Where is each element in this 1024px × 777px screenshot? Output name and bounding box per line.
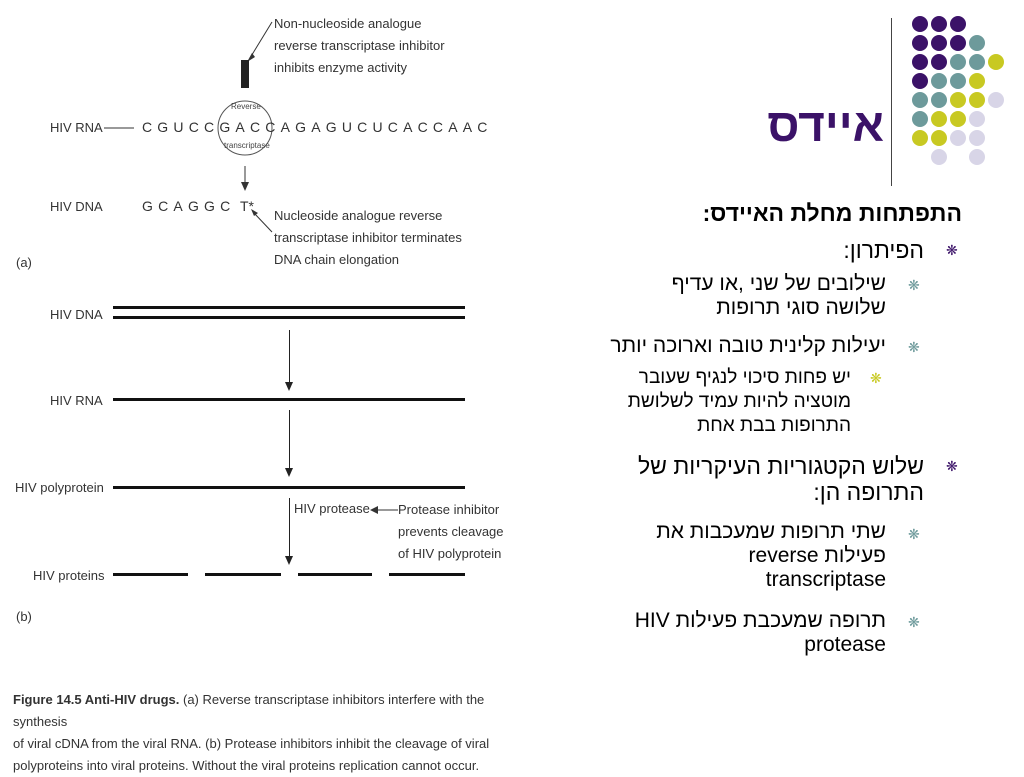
caption-text: (a) Reverse transcriptase inhibitors interfere with the synthesis: [13, 692, 485, 729]
dot-icon: [950, 54, 966, 70]
dot-icon: [950, 35, 966, 51]
dot-icon: [969, 149, 985, 165]
item-line: התרופה הן:: [813, 479, 924, 505]
teal-snowflake-icon: ❋: [908, 339, 920, 355]
item-line: יש פחות סיכוי לנגיף שעובר: [638, 367, 851, 388]
categories-item: [504, 453, 924, 505]
dna-strand-bottom: [113, 316, 465, 319]
teal-snowflake-icon: ❋: [908, 526, 920, 542]
item-line: תרופה שמעכבת פעילות HIV: [634, 609, 886, 632]
dot-icon: [969, 54, 985, 70]
protease-inhibitor-item: [556, 609, 886, 657]
annotation-line: prevents cleavage: [398, 524, 504, 539]
annotation-line: inhibits enzyme activity: [274, 60, 407, 75]
mutation-item: [521, 366, 851, 438]
caption-line: polyproteins into viral proteins. Without the viral proteins replication cannot occur.: [13, 758, 480, 773]
dot-icon: [950, 16, 966, 32]
protein-segment: [113, 573, 188, 576]
dot-icon: [969, 92, 985, 108]
dot-icon: [912, 54, 928, 70]
item-line: מוטציה להיות עמיד לשלושת: [627, 391, 851, 412]
annotation-line: reverse transcriptase inhibitor: [274, 38, 445, 53]
enzyme-bottom-label: transcriptase: [224, 141, 270, 150]
solution-item: הפיתרון:: [843, 237, 924, 263]
dot-icon: [969, 130, 985, 146]
item-line: פעילות reverse: [748, 544, 886, 567]
dot-icon: [931, 35, 947, 51]
transcription-arrow-line: [289, 330, 290, 384]
dot-icon: [912, 92, 928, 108]
transcription-arrowhead: [285, 382, 293, 391]
content-heading: התפתחות מחלת האיידס:: [702, 200, 962, 226]
purple-snowflake-icon: ❋: [946, 458, 958, 474]
part-b-label: (b): [16, 609, 32, 624]
caption-heading: Figure 14.5 Anti-HIV drugs.: [13, 692, 180, 707]
nrti-annotation: [274, 205, 462, 271]
dot-icon: [931, 92, 947, 108]
annotation-line: Non-nucleoside analogue: [274, 16, 422, 31]
hiv-rna-label: HIV RNA: [50, 120, 103, 135]
enzyme-top-label: Reverse: [231, 102, 261, 111]
dot-icon: [931, 111, 947, 127]
dot-icon: [969, 35, 985, 51]
b-polyprotein-label: HIV polyprotein: [15, 480, 104, 495]
purple-snowflake-icon: ❋: [946, 242, 958, 258]
dot-icon: [912, 73, 928, 89]
protease-inhibitor-annotation: [398, 499, 504, 565]
item-line: שילובים של שני ,או עדיף: [671, 272, 886, 295]
combination-item: [556, 272, 886, 320]
dot-icon: [969, 73, 985, 89]
chain-terminator: T*: [240, 198, 254, 214]
caption-line: [13, 689, 513, 733]
dot-icon: [931, 149, 947, 165]
dot-icon: [912, 111, 928, 127]
item-line: התרופות בבת אחת: [697, 415, 851, 436]
item-line: protease: [804, 633, 886, 656]
cleavage-arrowhead: [285, 556, 293, 565]
yellow-snowflake-icon: ❋: [870, 370, 882, 386]
dot-icon: [912, 16, 928, 32]
dot-icon: [950, 92, 966, 108]
dna-strand-top: [113, 306, 465, 309]
slide-title: איידס: [767, 99, 884, 151]
b-proteins-label: HIV proteins: [33, 568, 105, 583]
protease-inhibitor-pointer: [370, 500, 400, 520]
part-a-label: (a): [16, 255, 32, 270]
dna-sequence: GCAGGC: [142, 198, 236, 214]
teal-snowflake-icon: ❋: [908, 614, 920, 630]
caption-line: of viral cDNA from the viral RNA. (b) Protease inhibitors inhibit the cleavage of viral: [13, 736, 490, 751]
protein-segment: [389, 573, 465, 576]
annotation-line: Protease inhibitor: [398, 502, 500, 517]
protein-segment: [205, 573, 281, 576]
dot-icon: [931, 130, 947, 146]
cleavage-arrow-line: [289, 498, 290, 558]
item-line: שתי תרופות שמעכבות את: [656, 520, 886, 543]
efficacy-item: יעילות קלינית טובה וארוכה יותר: [610, 334, 886, 357]
translation-arrowhead: [285, 468, 293, 477]
pointer-line: [250, 22, 272, 58]
item-line: שלוש הקטגוריות העיקריות של: [637, 453, 924, 479]
rt-inhibitor-item: [556, 520, 886, 592]
item-line: transcriptase: [765, 568, 886, 591]
item-line: שלושה סוגי תרופות: [716, 296, 886, 319]
b-hiv-rna-label: HIV RNA: [50, 393, 103, 408]
rna-strand: [113, 398, 465, 401]
hiv-dna-label: HIV DNA: [50, 199, 103, 214]
rna-sequence: CGUCCGACCAGAGUCUCACCAAC: [142, 119, 493, 135]
dot-icon: [969, 111, 985, 127]
annotation-line: transcriptase inhibitor terminates: [274, 230, 462, 245]
b-hiv-dna-label: HIV DNA: [50, 307, 103, 322]
figure-caption: [13, 689, 513, 777]
dot-icon: [931, 16, 947, 32]
nrti-pointer-line: [254, 213, 272, 232]
inhibitor-block: [241, 60, 249, 88]
translation-arrow-line: [289, 410, 290, 470]
synthesis-arrowhead: [241, 182, 249, 191]
title-divider: [891, 18, 892, 186]
annotation-line: DNA chain elongation: [274, 252, 400, 267]
b-protease-label: HIV protease: [294, 501, 370, 516]
dot-icon: [950, 73, 966, 89]
annotation-line: of HIV polyprotein: [398, 546, 502, 561]
dot-icon: [912, 130, 928, 146]
dot-icon: [912, 35, 928, 51]
dot-icon: [988, 92, 1004, 108]
dot-icon: [931, 73, 947, 89]
teal-snowflake-icon: ❋: [908, 277, 920, 293]
annotation-line: Nucleoside analogue reverse: [274, 208, 443, 223]
dot-icon: [950, 111, 966, 127]
dot-icon: [950, 130, 966, 146]
dot-icon: [931, 54, 947, 70]
dot-icon: [988, 54, 1004, 70]
protein-segment: [298, 573, 372, 576]
polyprotein-strand: [113, 486, 465, 489]
